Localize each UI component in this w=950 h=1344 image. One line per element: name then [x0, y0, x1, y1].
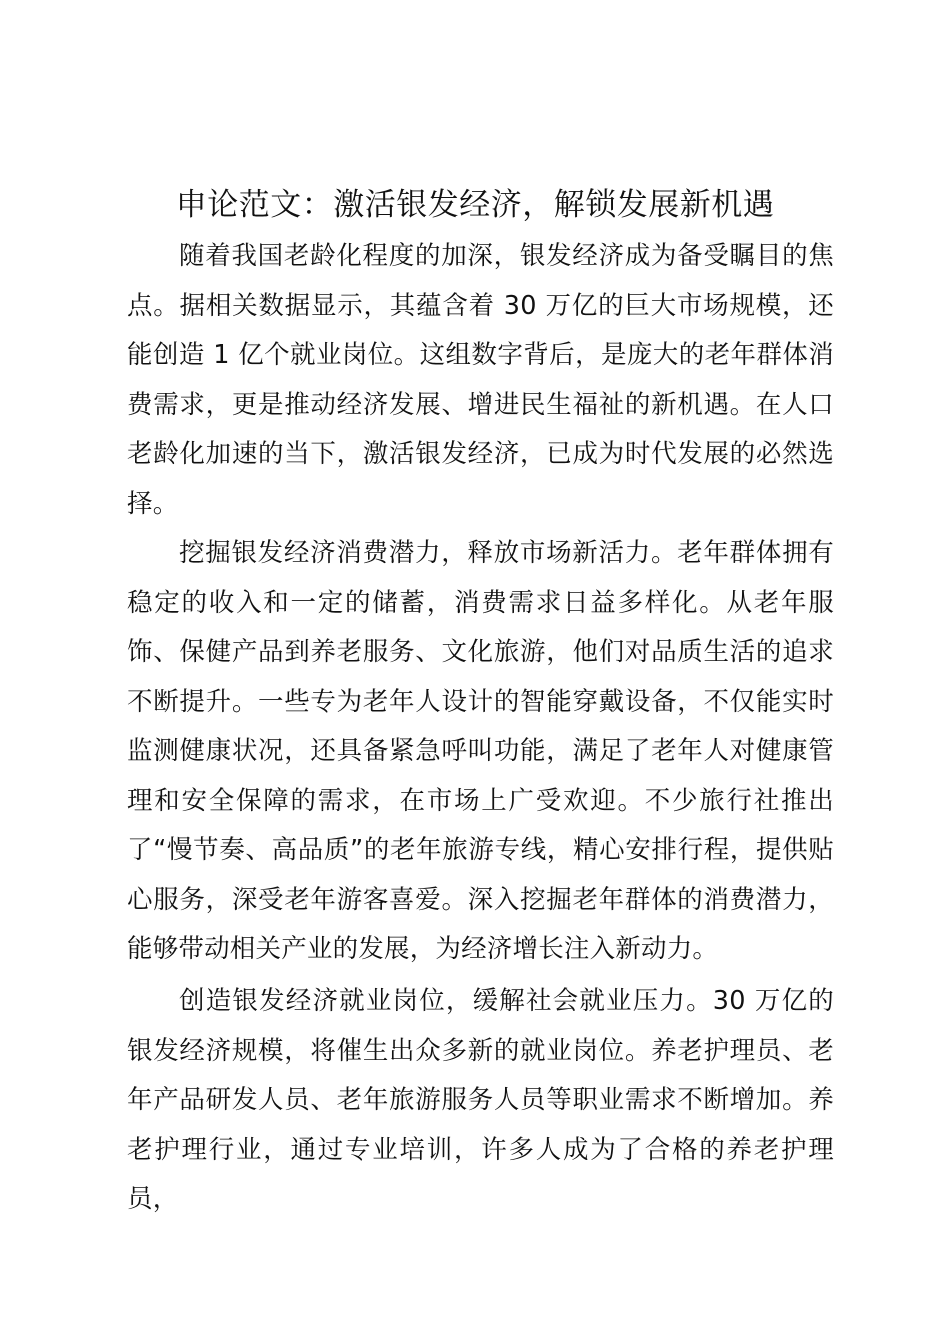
- paragraph-consumption: 挖掘银发经济消费潜力，释放市场新活力。老年群体拥有稳定的收入和一定的储蓄，消费需求日益多样化。从老年服饰、保健产品到养老服务、文化旅游，他们对品质生活的追求不断提升。一些专为老年人设计的智能穿戴设备，不仅能实时监测健康状况，还具备紧急呼叫功能，满足了老年人对健康管理和安全保障的需求，在市场上广受欢迎。不少旅行社推出了“慢节奏、高品质”的老年旅游专线，精心安排行程，提供贴心服务，深受老年游客喜爱。深入挖掘老年群体的消费潜力，能够带动相关产业的发展，为经济增长注入新动力。: [127, 538, 834, 964]
- paragraph-employment: 创造银发经济就业岗位，缓解社会就业压力。30 万亿的银发经济规模，将催生出众多新的就业岗位。养老护理员、老年产品研发人员、老年旅游服务人员等职业需求不断增加。养老护理行业，通过专业培训，许多人成为了合格的养老护理员，: [127, 986, 834, 1214]
- paragraph-intro: 随着我国老龄化程度的加深，银发经济成为备受瞩目的焦点。据相关数据显示，其蕴含着 30 万亿的巨大市场规模，还能创造 1 亿个就业岗位。这组数字背后，是庞大的老年群体消费需求，更是推动经济发展、增进民生福祉的新机遇。在人口老龄化加速的当下，激活银发经济，已成为时代发展的必然选择。: [127, 241, 834, 519]
- article-title: 申论范文：激活银发经济，解锁发展新机遇: [175, 187, 775, 223]
